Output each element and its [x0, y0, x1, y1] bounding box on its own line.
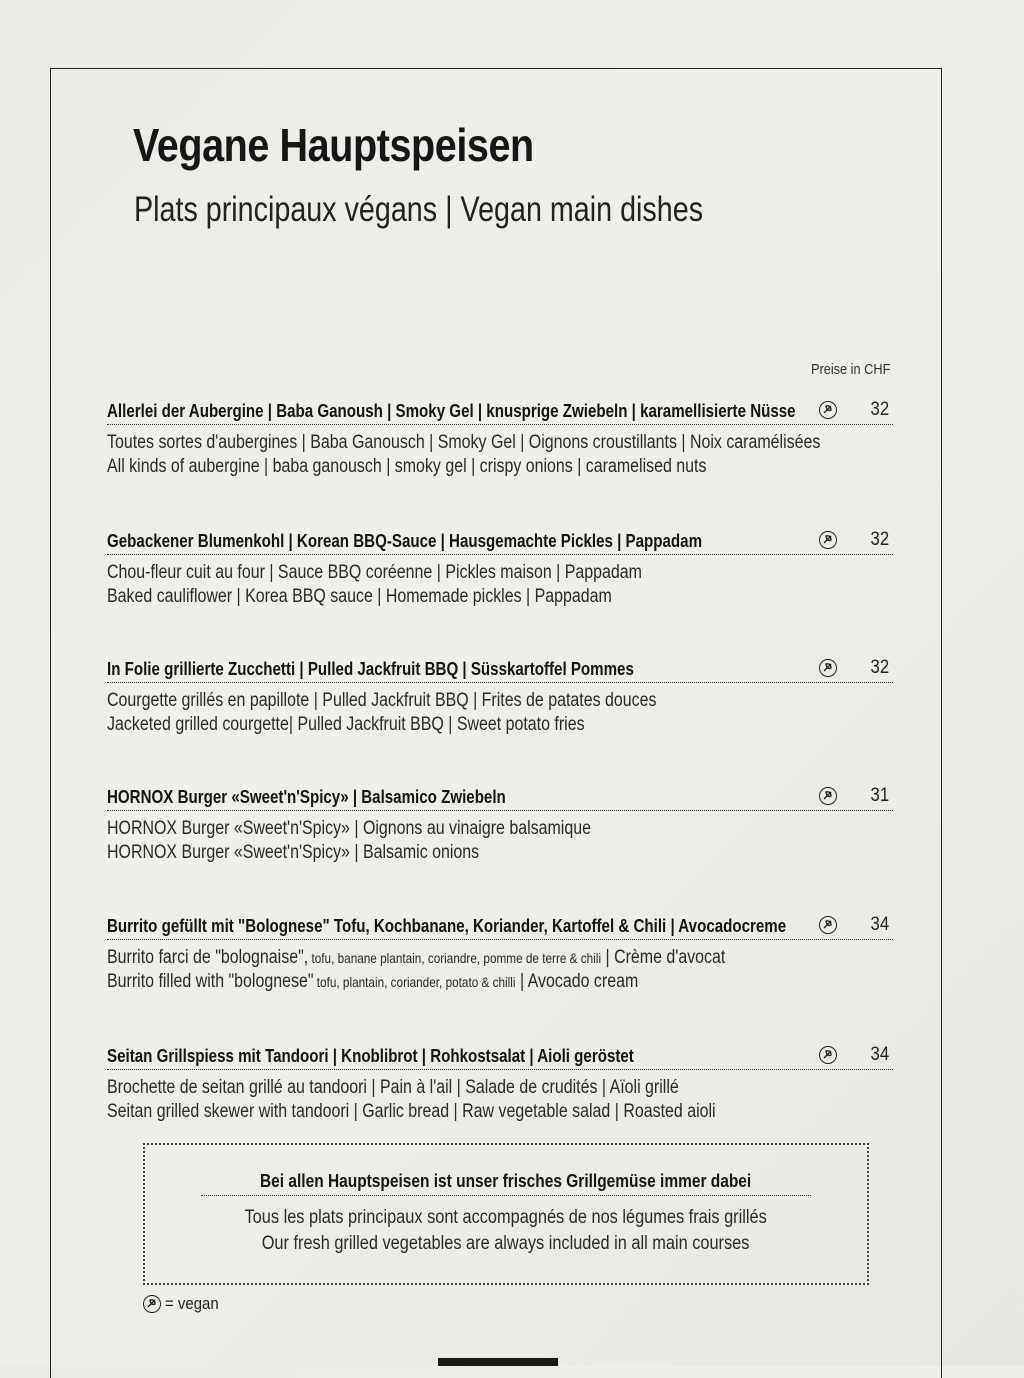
dish-price: 32: [870, 657, 889, 678]
dish-desc-fr: Toutes sortes d'aubergines | Baba Ganousch | Smoky Gel | Oignons croustillants | Noix caramélisées: [107, 432, 821, 453]
dish-item: [107, 656, 893, 737]
dish-name: Burrito gefüllt mit "Bolognese" Tofu, Kochbanane, Koriander, Kartoffel & Chili | Avocadocreme: [107, 916, 787, 936]
footer-logo-fragment: [438, 1358, 558, 1366]
dish-header: [107, 913, 893, 940]
dish-item: [107, 398, 893, 479]
vegan-leaf-icon: [819, 659, 837, 677]
vegan-leaf-icon: [819, 531, 837, 549]
note-fr: Tous les plats principaux sont accompagnés de nos légumes frais grillés: [244, 1207, 768, 1228]
dish-item: [107, 528, 893, 609]
dish-desc-fr: HORNOX Burger «Sweet'n'Spicy» | Oignons au vinaigre balsamique: [107, 818, 591, 839]
side-dish-note-box: [143, 1143, 869, 1285]
vegan-leaf-icon: [143, 1295, 161, 1313]
dish-item: [107, 1043, 893, 1124]
note-divider: [201, 1195, 811, 1196]
dish-price: 34: [870, 914, 889, 935]
note-heading: Bei allen Hauptspeisen ist unser frisches Grillgemüse immer dabei: [260, 1171, 752, 1191]
note-en: Our fresh grilled vegetables are always included in all main courses: [262, 1233, 750, 1254]
price-note: Preise in CHF: [811, 361, 891, 378]
dish-price: 32: [870, 529, 889, 550]
dish-desc-fr: Chou-fleur cuit au four | Sauce BBQ coréenne | Pickles maison | Pappadam: [107, 562, 642, 583]
dish-desc-en: Baked cauliflower | Korea BBQ sauce | Homemade pickles | Pappadam: [107, 586, 612, 607]
dish-item: [107, 913, 893, 994]
dish-desc-fr: Burrito farci de "bolognaise", tofu, banane plantain, coriandre, pomme de terre & chili | Crème d'avocat: [107, 947, 726, 968]
dish-desc-en: Burrito filled with "bolognese" tofu, plantain, coriander, potato & chilli | Avocado cream: [107, 971, 639, 992]
dish-desc-en: All kinds of aubergine | baba ganousch | smoky gel | crispy onions | caramelised nuts: [107, 456, 707, 477]
page-subtitle: Plats principaux végans | Vegan main dishes: [134, 190, 704, 229]
dish-name: Gebackener Blumenkohl | Korean BBQ-Sauce | Hausgemachte Pickles | Pappadam: [107, 531, 703, 551]
dish-name: In Folie grillierte Zucchetti | Pulled Jackfruit BBQ | Süsskartoffel Pommes: [107, 659, 634, 679]
vegan-legend: [143, 1294, 226, 1314]
dish-header: [107, 398, 893, 425]
dish-desc-en: Seitan grilled skewer with tandoori | Garlic bread | Raw vegetable salad | Roasted aioli: [107, 1101, 716, 1122]
vegan-leaf-icon: [819, 787, 837, 805]
dish-desc-fr: Courgette grillés en papillote | Pulled Jackfruit BBQ | Frites de patates douces: [107, 690, 657, 711]
dish-name: Seitan Grillspiess mit Tandoori | Knoblibrot | Rohkostsalat | Aioli geröstet: [107, 1046, 634, 1066]
dish-desc-en: Jacketed grilled courgette| Pulled Jackfruit BBQ | Sweet potato fries: [107, 714, 585, 735]
vegan-leaf-icon: [819, 916, 837, 934]
dish-header: [107, 784, 893, 811]
dish-price: 31: [870, 785, 889, 806]
dish-name: Allerlei der Aubergine | Baba Ganoush | Smoky Gel | knusprige Zwiebeln | karamellisierte Nüsse: [107, 401, 796, 421]
dish-price: 32: [870, 399, 889, 420]
dish-desc-fr: Brochette de seitan grillé au tandoori | Pain à l'ail | Salade de crudités | Aïoli grillé: [107, 1077, 679, 1098]
dish-name: HORNOX Burger «Sweet'n'Spicy» | Balsamico Zwiebeln: [107, 787, 506, 807]
legend-label: = vegan: [165, 1294, 219, 1313]
dish-item: [107, 784, 893, 865]
dish-desc-en: HORNOX Burger «Sweet'n'Spicy» | Balsamic onions: [107, 842, 480, 863]
dish-header: [107, 528, 893, 555]
vegan-leaf-icon: [819, 1046, 837, 1064]
dish-header: [107, 1043, 893, 1070]
dish-header: [107, 656, 893, 683]
dish-price: 34: [870, 1044, 889, 1065]
vegan-leaf-icon: [819, 401, 837, 419]
page-title: Vegane Hauptspeisen: [133, 119, 534, 171]
